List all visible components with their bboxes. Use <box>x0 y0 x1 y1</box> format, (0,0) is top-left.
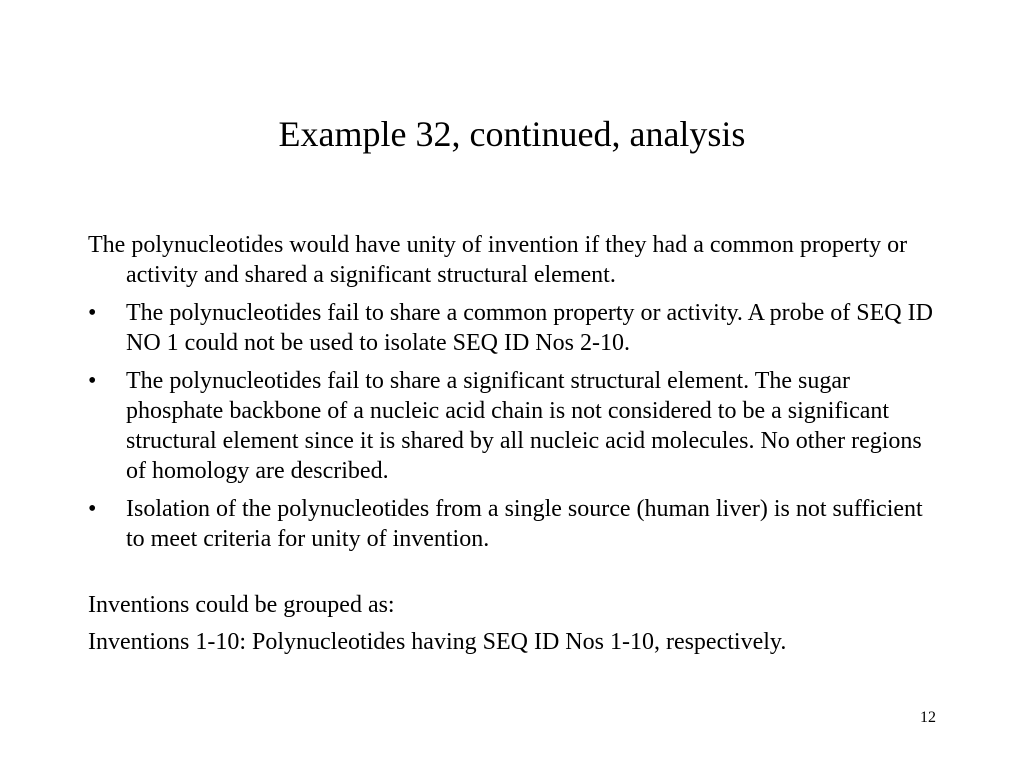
grouping-heading: Inventions could be grouped as: <box>88 592 395 618</box>
page-number: 12 <box>920 709 936 726</box>
bullet-item <box>88 366 938 486</box>
bullet-icon: • <box>88 496 97 522</box>
bullet-text: The polynucleotides fail to share a common property or activity. A probe of SEQ ID NO 1 could not be used to isolate SEQ ID Nos 2-10. <box>126 300 933 356</box>
intro-paragraph: The polynucleotides would have unity of invention if they had a common property or activity and shared a significant structural element. <box>88 232 908 288</box>
bullet-item <box>88 298 938 358</box>
slide-title: Example 32, continued, analysis <box>278 114 746 154</box>
bullet-text: The polynucleotides fail to share a significant structural element. The sugar phosphate backbone of a nucleic acid chain is not considered to be a significant structural element since it is shared by all nucleic acid molecules. No other regions of homology are described. <box>126 368 922 484</box>
bullet-text: Isolation of the polynucleotides from a single source (human liver) is not sufficient to meet criteria for unity of invention. <box>126 496 923 552</box>
bullet-icon: • <box>88 300 97 326</box>
spacer <box>88 562 938 590</box>
bullet-icon: • <box>88 368 97 394</box>
bullet-item <box>88 494 938 554</box>
grouping-line: Inventions 1-10: Polynucleotides having SEQ ID Nos 1-10, respectively. <box>88 629 787 655</box>
slide-body <box>88 230 938 664</box>
